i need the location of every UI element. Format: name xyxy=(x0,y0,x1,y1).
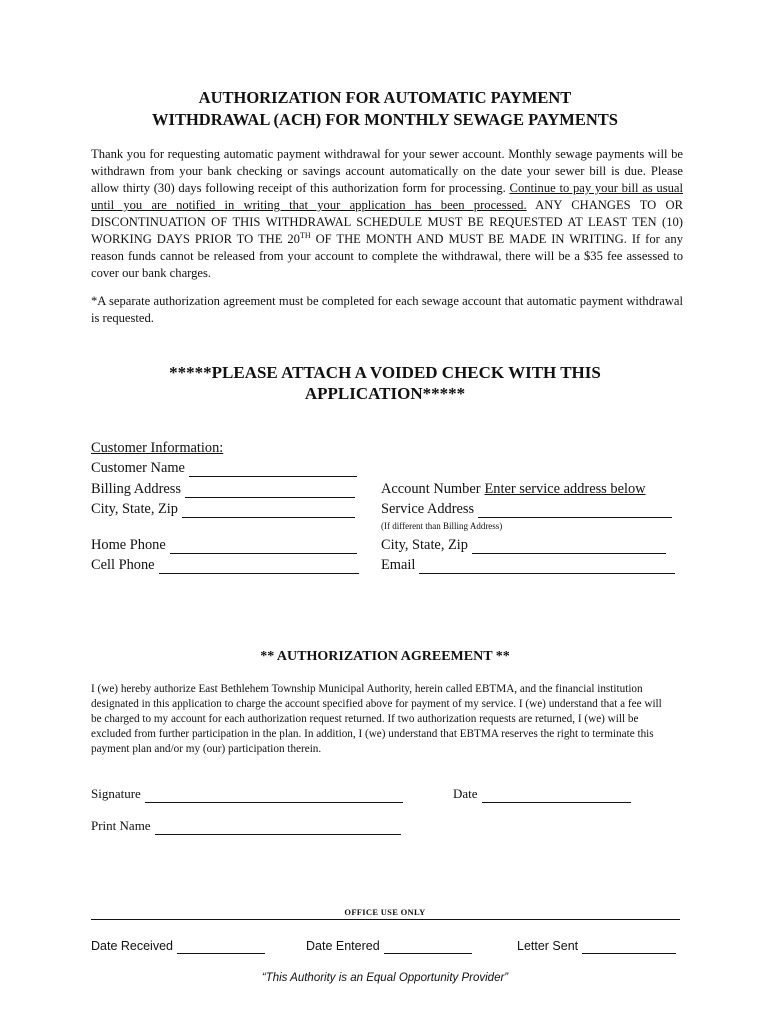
email-input-line[interactable] xyxy=(419,559,675,574)
service-address-input-line[interactable] xyxy=(478,503,672,518)
home-phone-input-line[interactable] xyxy=(170,539,357,554)
intro-text-part-1: Thank you for requesting automatic payment withdrawal for your sewer account. Monthly sewage payments will be withdrawn from your bank checking or savings account automatically on the date your sewer bill is due. Please allow thirty (30) days following receipt of this authorization form for processing. xyxy=(91,147,683,195)
date-received-field[interactable] xyxy=(91,938,265,954)
authorization-agreement-text: I (we) hereby authorize East Bethlehem Township Municipal Authority, herein called EBTMA, and the financial institution designated in this application to charge the account specified above for payment of my service. I (we) understand that a fee will be charged to my account for each authorization request returned. If two authorization requests are returned, I (we) will be excluded from further participation in the plan. In addition, I (we) understand that EBTMA reserves the right to terminate this payment plan and/or my (our) participation therein. xyxy=(91,683,662,755)
letter-sent-input-line[interactable] xyxy=(582,941,676,954)
date-entered-input-line[interactable] xyxy=(384,941,472,954)
service-address-note: (If different than Billing Address) xyxy=(381,521,503,531)
attach-check-notice-line-2: APPLICATION***** xyxy=(304,384,466,403)
cell-phone-label: Cell Phone xyxy=(91,557,155,573)
form-title-line-1: AUTHORIZATION FOR AUTOMATIC PAYMENT xyxy=(198,88,572,107)
separate-agreement-note: *A separate authorization agreement must be completed for each sewage account that automatic payment withdrawal is requested. xyxy=(91,294,683,325)
service-address-label: Service Address xyxy=(381,501,475,517)
email-label: Email xyxy=(381,557,416,573)
customer-name-field[interactable] xyxy=(91,459,357,477)
form-title-line-2: WITHDRAWAL (ACH) FOR MONTHLY SEWAGE PAYMENTS xyxy=(152,110,618,129)
print-name-field[interactable] xyxy=(91,817,401,835)
service-city-state-zip-field[interactable] xyxy=(381,536,666,554)
signature-date-label: Date xyxy=(453,786,478,801)
billing-address-field[interactable] xyxy=(91,480,355,498)
cell-phone-input-line[interactable] xyxy=(159,559,359,574)
date-received-label: Date Received xyxy=(91,939,173,953)
billing-city-state-zip-label: City, State, Zip xyxy=(91,501,179,517)
signature-date-input-line[interactable] xyxy=(482,790,631,803)
customer-name-input-line[interactable] xyxy=(189,462,357,477)
office-use-only-heading: OFFICE USE ONLY xyxy=(344,907,426,917)
account-number-field[interactable] xyxy=(381,480,646,498)
intro-superscript: TH xyxy=(299,230,311,240)
letter-sent-field[interactable] xyxy=(517,938,676,954)
signature-field[interactable] xyxy=(91,785,403,803)
authorization-agreement-heading: ** AUTHORIZATION AGREEMENT ** xyxy=(260,649,510,664)
intro-underlined-notice: Continue to pay your bill as usual until you are notified in writing that your application has been processed. xyxy=(91,181,683,212)
signature-input-line[interactable] xyxy=(145,790,403,803)
service-city-state-zip-label: City, State, Zip xyxy=(381,537,469,553)
service-city-state-zip-input-line[interactable] xyxy=(472,539,666,554)
print-name-label: Print Name xyxy=(91,818,151,833)
email-field[interactable] xyxy=(381,556,675,574)
account-number-label: Account Number xyxy=(381,481,481,497)
signature-date-field[interactable] xyxy=(453,785,631,803)
customer-information-heading: Customer Information: xyxy=(91,440,224,456)
date-entered-label: Date Entered xyxy=(306,939,380,953)
equal-opportunity-footer: “This Authority is an Equal Opportunity Provider” xyxy=(261,972,509,984)
customer-name-label: Customer Name xyxy=(91,460,185,476)
office-use-divider xyxy=(91,919,680,920)
account-number-value[interactable]: Enter service address below xyxy=(484,481,646,497)
date-entered-field[interactable] xyxy=(306,938,472,954)
home-phone-label: Home Phone xyxy=(91,537,166,553)
home-phone-field[interactable] xyxy=(91,536,357,554)
billing-address-input-line[interactable] xyxy=(185,483,355,498)
letter-sent-label: Letter Sent xyxy=(517,939,579,953)
intro-text-part-3: OF THE MONTH AND MUST BE MADE IN WRITING. If for any reason funds cannot be released from your account to complete the withdrawal, there will be a $35 fee assessed to cover our bank charges. xyxy=(91,232,683,280)
intro-text-part-2: ANY CHANGES TO OR DISCONTINUATION OF THIS WITHDRAWAL SCHEDULE MUST BE REQUESTED AT LEAST TEN (10) WORKING DAYS PRIOR TO THE 20 xyxy=(91,198,683,246)
cell-phone-field[interactable] xyxy=(91,556,359,574)
date-received-input-line[interactable] xyxy=(177,941,265,954)
service-address-field[interactable] xyxy=(381,500,672,518)
intro-paragraph xyxy=(91,146,683,282)
print-name-input-line[interactable] xyxy=(155,822,401,835)
signature-label: Signature xyxy=(91,786,141,801)
billing-address-label: Billing Address xyxy=(91,481,181,497)
attach-check-notice-line-1: *****PLEASE ATTACH A VOIDED CHECK WITH THIS xyxy=(169,363,601,382)
billing-city-state-zip-input-line[interactable] xyxy=(182,503,355,518)
billing-city-state-zip-field[interactable] xyxy=(91,500,355,518)
